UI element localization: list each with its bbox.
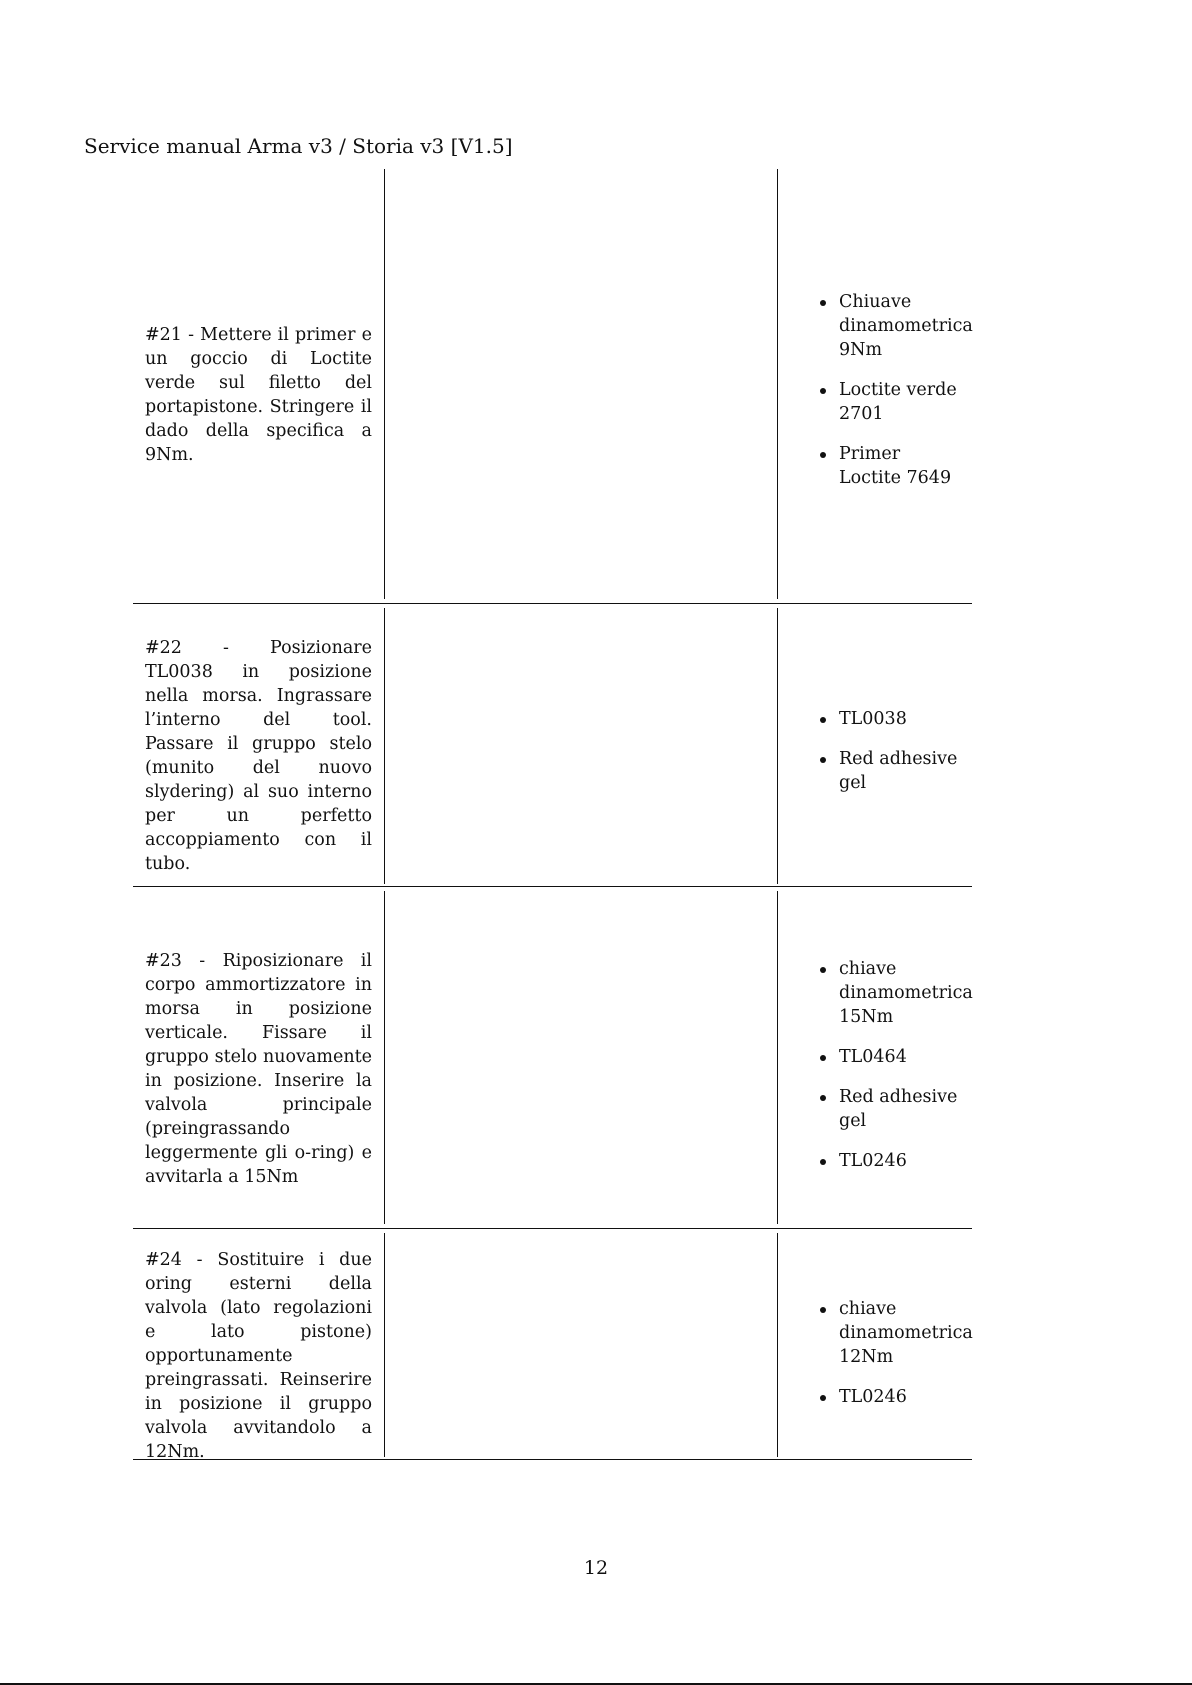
tool-item: Primer Loctite 7649 [816, 442, 960, 490]
tool-item: Red adhesive gel [816, 747, 960, 795]
column-divider [777, 1233, 778, 1457]
page-number: 12 [583, 1557, 609, 1579]
tool-item: Loctite verde 2701 [816, 378, 960, 426]
row-divider [133, 886, 972, 887]
tool-item: TL0246 [816, 1385, 960, 1409]
running-header: Service manual Arma v3 / Storia v3 [V1.5] [84, 134, 513, 158]
tool-item: chiave dinamometrica 15Nm [816, 957, 960, 1029]
tool-item: Chiuave dinamometrica 9Nm [816, 290, 960, 362]
step-21-description: #21 - Mettere il primer e un goccio di Loctite verde sul filetto del portapistone. Stringere il dado della specifica a 9Nm. [145, 325, 372, 465]
column-divider [777, 891, 778, 1224]
step-23-tools-list [816, 957, 973, 1173]
step-21-tools-list [816, 290, 973, 490]
step-22-tools-list [816, 707, 960, 795]
step-24-description: #24 - Sostituire i due oring esterni della valvola (lato regolazioni e lato pistone) opportunamente preingrassati. Reinserire in posizione il gruppo valvola avvitandolo a 12Nm. [145, 1250, 372, 1462]
tool-item: chiave dinamometrica 12Nm [816, 1297, 960, 1369]
step-22-description: #22 - Posizionare TL0038 in posizione nella morsa. Ingrassare l’interno del tool. Passare il gruppo stelo (munito del nuovo slydering) al suo interno per un perfetto accoppiamento con il tubo. [145, 638, 372, 874]
step-24-tools-list [816, 1297, 973, 1409]
row-divider [133, 603, 972, 604]
row-divider [133, 1228, 972, 1229]
column-divider [384, 891, 385, 1224]
tool-item: TL0038 [816, 707, 960, 731]
column-divider [777, 169, 778, 599]
tool-item: TL0246 [816, 1149, 960, 1173]
column-divider [384, 1233, 385, 1457]
column-divider [384, 169, 385, 599]
step-23-description: #23 - Riposizionare il corpo ammortizzatore in morsa in posizione verticale. Fissare il gruppo stelo nuovamente in posizione. Inserire la valvola principale (preingrassando leggermente gli o-ring) e avvitarla a 15Nm [145, 951, 372, 1187]
column-divider [384, 608, 385, 884]
tool-item: TL0464 [816, 1045, 960, 1069]
column-divider [777, 608, 778, 884]
tool-item: Red adhesive gel [816, 1085, 960, 1133]
